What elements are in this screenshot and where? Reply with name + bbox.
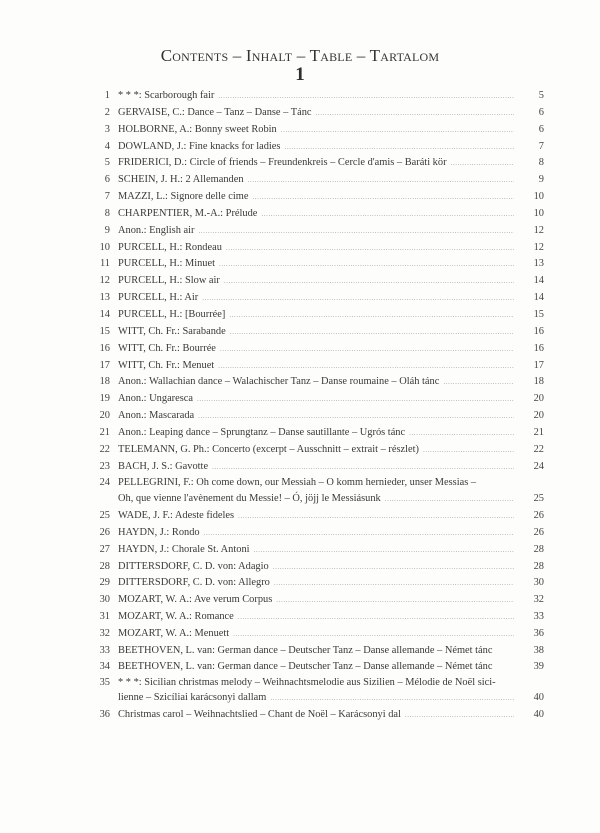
entry-number: 12 — [99, 275, 110, 287]
entry-line — [118, 206, 544, 223]
toc-entry — [92, 475, 544, 508]
entry-title: * * *: Scarborough fair — [118, 90, 215, 101]
entry-line — [118, 542, 544, 559]
page-number: 8 — [538, 157, 544, 169]
page-number: 32 — [533, 594, 544, 606]
toc-entry — [92, 643, 544, 659]
entry-number: 15 — [99, 325, 110, 337]
entry-line — [118, 341, 544, 358]
entry-body — [118, 459, 544, 476]
toc-entry — [92, 341, 544, 358]
entry-title: Anon.: Mascarada — [118, 410, 195, 422]
page-number: 38 — [533, 644, 544, 656]
dot-leader — [218, 359, 514, 375]
toc-entry — [92, 172, 544, 189]
page-number: 18 — [533, 376, 544, 388]
entry-title: Anon.: English air — [118, 224, 195, 236]
dot-leader — [316, 106, 514, 122]
page-number: 15 — [533, 308, 544, 320]
toc-entry — [92, 525, 544, 542]
entry-body — [118, 559, 544, 576]
page-number: 9 — [538, 174, 544, 186]
entry-body — [118, 122, 544, 139]
dot-leader — [443, 375, 514, 391]
entry-number: 35 — [99, 676, 110, 688]
entry-title: FRIDERICI, D.: Circle of friends – Freundenkreis – Cercle d'amis – Baráti kör — [118, 157, 447, 169]
entry-title: SCHEIN, J. H.: 2 Allemanden — [118, 174, 244, 186]
entry-number: 4 — [104, 140, 110, 152]
entry-number: 5 — [104, 157, 110, 169]
entry-line — [118, 609, 544, 626]
dot-leader — [204, 526, 514, 542]
entry-line — [118, 256, 544, 273]
dot-leader — [248, 173, 514, 189]
entry-title: MOZART, W. A.: Menuett — [118, 628, 230, 639]
entry-number: 17 — [99, 359, 110, 371]
entry-body — [118, 374, 544, 391]
entry-title: MOZART, W. A.: Ave verum Corpus — [118, 594, 273, 606]
toc-entry — [92, 240, 544, 257]
entry-line — [118, 442, 544, 459]
entry-body — [118, 609, 544, 626]
contents-title: Contents – Inhalt – Table – Tartalom — [160, 46, 440, 65]
toc-entry — [92, 542, 544, 559]
entry-body — [118, 273, 544, 290]
entry-number: 29 — [99, 577, 110, 589]
entry-title: HAYDN, J.: Chorale St. Antoni — [118, 543, 250, 555]
dot-leader — [198, 224, 514, 240]
entry-title: DITTERSDORF, C. D. von: Adagio — [118, 560, 269, 572]
dot-leader — [385, 492, 514, 508]
entry-line — [118, 240, 544, 257]
page-number: 16 — [533, 325, 544, 337]
toc-entry — [92, 223, 544, 240]
dot-leader — [451, 156, 514, 172]
entry-body — [118, 240, 544, 257]
entry-number: 2 — [104, 106, 110, 118]
page-number: 30 — [533, 577, 544, 589]
toc-entry — [92, 575, 544, 592]
toc-entry — [92, 707, 544, 724]
page-number: 28 — [533, 543, 544, 555]
entry-body — [118, 391, 544, 408]
entry-line — [118, 659, 544, 675]
entry-body — [118, 659, 544, 675]
entry-title: BEETHOVEN, L. van: German dance – Deutscher Tanz – Danse allemande – Német tánc — [118, 644, 493, 656]
entry-body — [118, 172, 544, 189]
toc-entry — [92, 122, 544, 139]
dot-leader — [230, 325, 514, 341]
toc-entry — [92, 626, 544, 643]
entry-line — [118, 391, 544, 408]
dot-leader — [198, 409, 514, 425]
page-number: 24 — [533, 460, 544, 472]
entry-body — [118, 575, 544, 592]
entry-line — [118, 374, 544, 391]
page-number: 12 — [533, 224, 544, 236]
entry-line — [118, 358, 544, 375]
page-number: 20 — [533, 410, 544, 422]
dot-leader — [233, 627, 514, 643]
entry-title: PURCELL, H.: Rondeau — [118, 241, 222, 253]
dot-leader — [229, 308, 514, 324]
entry-body — [118, 675, 544, 708]
page-number: 28 — [533, 560, 544, 572]
entry-line — [118, 626, 544, 643]
page-number: 6 — [538, 106, 544, 118]
entry-number: 10 — [99, 241, 110, 253]
entry-line — [118, 223, 544, 240]
entry-body — [118, 206, 544, 223]
toc-entry — [92, 358, 544, 375]
entry-body — [118, 408, 544, 425]
dot-leader — [409, 426, 514, 442]
entry-title: Anon.: Wallachian dance – Walachischer Tanz – Danse roumaine – Oláh tánc — [118, 376, 440, 388]
dot-leader — [202, 291, 514, 307]
entry-line — [118, 675, 544, 691]
dot-leader — [281, 123, 514, 139]
page-number: 17 — [533, 359, 544, 371]
entry-body — [118, 189, 544, 206]
entry-body — [118, 155, 544, 172]
entry-number: 32 — [99, 628, 110, 639]
dot-leader — [423, 443, 514, 459]
entry-number: 31 — [99, 611, 110, 623]
entry-body — [118, 139, 544, 156]
entry-title: BACH, J. S.: Gavotte — [118, 460, 209, 472]
entry-line — [118, 475, 544, 491]
page-number: 5 — [538, 90, 544, 101]
entry-line — [118, 172, 544, 189]
entry-body — [118, 358, 544, 375]
page-number: 6 — [538, 123, 544, 135]
entry-number: 13 — [99, 292, 110, 304]
entry-title: lienne – Szicíliai karácsonyi dallam — [118, 692, 267, 704]
toc-entry — [92, 256, 544, 273]
entry-body — [118, 643, 544, 659]
dot-leader — [284, 140, 514, 156]
entry-number: 8 — [104, 207, 110, 219]
page-number: 14 — [533, 292, 544, 304]
entry-line — [118, 575, 544, 592]
toc-entry — [92, 425, 544, 442]
entry-number: 25 — [99, 510, 110, 522]
entry-number: 6 — [104, 174, 110, 186]
entry-number: 22 — [99, 443, 110, 455]
entry-title: GERVAISE, C.: Dance – Tanz – Danse – Tánc — [118, 106, 312, 118]
page-number: 40 — [533, 692, 544, 704]
toc-entry — [92, 206, 544, 223]
entry-title: PURCELL, H.: Minuet — [118, 258, 215, 270]
page-number: 12 — [533, 241, 544, 253]
entry-number: 27 — [99, 543, 110, 555]
entry-body — [118, 425, 544, 442]
entry-line — [118, 643, 544, 659]
entry-title: PURCELL, H.: Air — [118, 292, 199, 304]
page-number: 33 — [533, 611, 544, 623]
toc-entry — [92, 88, 544, 105]
entry-body — [118, 442, 544, 459]
dot-leader — [220, 342, 514, 358]
entry-body — [118, 592, 544, 609]
page-number: 10 — [533, 207, 544, 219]
entry-title: PURCELL, H.: [Bourrée] — [118, 308, 226, 320]
entry-body — [118, 707, 544, 724]
dot-leader — [212, 460, 514, 476]
toc-entry — [92, 592, 544, 609]
entry-number: 18 — [99, 376, 110, 388]
entry-body — [118, 307, 544, 324]
entry-title: PELLEGRINI, F.: Oh come down, our Messiah – O komm hernieder, unser Messias – — [118, 477, 477, 489]
toc-entry — [92, 189, 544, 206]
entry-number: 23 — [99, 460, 110, 472]
entry-line — [118, 122, 544, 139]
entry-title: Anon.: Ungaresca — [118, 393, 194, 405]
dot-leader — [273, 560, 514, 576]
entry-title: WITT, Ch. Fr.: Bourrée — [118, 342, 216, 354]
dot-leader — [218, 89, 514, 105]
entry-line — [118, 307, 544, 324]
entry-body — [118, 105, 544, 122]
dot-leader — [238, 509, 514, 525]
toc-entry — [92, 408, 544, 425]
page-number: 16 — [533, 342, 544, 354]
toc-entry — [92, 659, 544, 675]
entry-number: 21 — [99, 426, 110, 438]
dot-leader — [261, 207, 514, 223]
entry-body — [118, 508, 544, 525]
entry-number: 36 — [99, 709, 110, 721]
entry-title: TELEMANN, G. Ph.: Concerto (excerpt – Ausschnitt – extrait – részlet) — [118, 443, 419, 455]
entry-title: WITT, Ch. Fr.: Sarabande — [118, 325, 226, 337]
entry-line — [118, 459, 544, 476]
page-number: 14 — [533, 275, 544, 287]
entry-title: MOZART, W. A.: Romance — [118, 611, 234, 623]
page-number: 21 — [533, 426, 544, 438]
dot-leader — [276, 593, 514, 609]
entry-number: 9 — [104, 224, 110, 236]
entry-title: * * *: Sicilian christmas melody – Weihnachtsmelodie aus Sizilien – Mélodie de Noël sici- — [118, 676, 496, 688]
entry-line — [118, 324, 544, 341]
entry-line — [118, 139, 544, 156]
entry-title: MAZZI, L.: Signore delle cime — [118, 191, 249, 203]
toc-entry — [92, 508, 544, 525]
dot-leader — [219, 257, 514, 273]
entry-line — [118, 491, 544, 508]
entry-line — [118, 559, 544, 576]
entry-line — [118, 592, 544, 609]
entry-line — [118, 88, 544, 105]
dot-leader — [226, 241, 514, 257]
dot-leader — [197, 392, 514, 408]
entry-title: CHARPENTIER, M.-A.: Prélude — [118, 207, 258, 219]
entry-number: 3 — [104, 123, 110, 135]
entry-number: 20 — [99, 410, 110, 422]
table-of-contents — [92, 88, 544, 724]
entry-number: 11 — [99, 258, 110, 270]
toc-entry — [92, 324, 544, 341]
entry-number: 26 — [99, 526, 110, 538]
entry-title: HAYDN, J.: Rondo — [118, 526, 200, 538]
toc-entry — [92, 155, 544, 172]
page-number: 7 — [538, 140, 544, 152]
toc-entry — [92, 675, 544, 708]
entry-body — [118, 290, 544, 307]
entry-number: 24 — [99, 477, 110, 489]
entry-number: 30 — [99, 594, 110, 606]
entry-number: 33 — [99, 644, 110, 656]
entry-number: 14 — [99, 308, 110, 320]
toc-entry — [92, 139, 544, 156]
entry-line — [118, 408, 544, 425]
entry-body — [118, 626, 544, 643]
entry-title: WITT, Ch. Fr.: Menuet — [118, 359, 215, 371]
entry-line — [118, 189, 544, 206]
page-number: 36 — [533, 628, 544, 639]
toc-entry — [92, 290, 544, 307]
page-number: 22 — [533, 443, 544, 455]
entry-number: 19 — [99, 393, 110, 405]
entry-line — [118, 155, 544, 172]
toc-entry — [92, 273, 544, 290]
page-number: 13 — [533, 258, 544, 270]
page-number: 26 — [533, 510, 544, 522]
dot-leader — [252, 190, 514, 206]
entry-number: 16 — [99, 342, 110, 354]
entry-line — [118, 690, 544, 707]
entry-body — [118, 223, 544, 240]
entry-number: 1 — [104, 90, 110, 101]
toc-entry — [92, 391, 544, 408]
page-number: 20 — [533, 393, 544, 405]
entry-title: Oh, que vienne l'avènement du Messie! – Ó, jöjj le Messiásunk — [118, 493, 381, 505]
entry-body — [118, 341, 544, 358]
entry-line — [118, 290, 544, 307]
dot-leader — [238, 610, 514, 626]
entry-title: Christmas carol – Weihnachtslied – Chant de Noël – Karácsonyi dal — [118, 709, 401, 721]
dot-leader — [254, 543, 514, 559]
toc-entry — [92, 459, 544, 476]
entry-title: DITTERSDORF, C. D. von: Allegro — [118, 577, 270, 589]
entry-line — [118, 105, 544, 122]
entry-number: 34 — [99, 660, 110, 672]
volume-number: 1 — [295, 64, 305, 85]
toc-entry — [92, 374, 544, 391]
entry-number: 28 — [99, 560, 110, 572]
entry-line — [118, 525, 544, 542]
dot-leader — [274, 576, 514, 592]
entry-title: WADE, J. F.: Adeste fideles — [118, 510, 235, 522]
entry-body — [118, 525, 544, 542]
toc-entry — [92, 609, 544, 626]
entry-number: 7 — [104, 191, 110, 203]
entry-body — [118, 88, 544, 105]
page-number: 10 — [533, 191, 544, 203]
entry-title: DOWLAND, J.: Fine knacks for ladies — [118, 140, 281, 152]
dot-leader — [224, 274, 514, 290]
toc-entry — [92, 559, 544, 576]
entry-title: Anon.: Leaping dance – Sprungtanz – Danse sautillante – Ugrós tánc — [118, 426, 406, 438]
page-number: 25 — [533, 493, 544, 505]
entry-line — [118, 508, 544, 525]
entry-title: PURCELL, H.: Slow air — [118, 275, 220, 287]
toc-entry — [92, 442, 544, 459]
page-number: 40 — [533, 709, 544, 721]
dot-leader — [270, 691, 514, 707]
entry-body — [118, 542, 544, 559]
entry-body — [118, 256, 544, 273]
entry-line — [118, 273, 544, 290]
page-number: 26 — [533, 526, 544, 538]
page-number: 39 — [533, 660, 544, 672]
entry-line — [118, 425, 544, 442]
toc-entry — [92, 307, 544, 324]
entry-line — [118, 707, 544, 724]
entry-title: BEETHOVEN, L. van: German dance – Deutscher Tanz – Danse allemande – Német tánc — [118, 660, 493, 672]
entry-body — [118, 324, 544, 341]
toc-entry — [92, 105, 544, 122]
entry-body — [118, 475, 544, 508]
dot-leader — [405, 708, 514, 724]
entry-title: HOLBORNE, A.: Bonny sweet Robin — [118, 123, 277, 135]
